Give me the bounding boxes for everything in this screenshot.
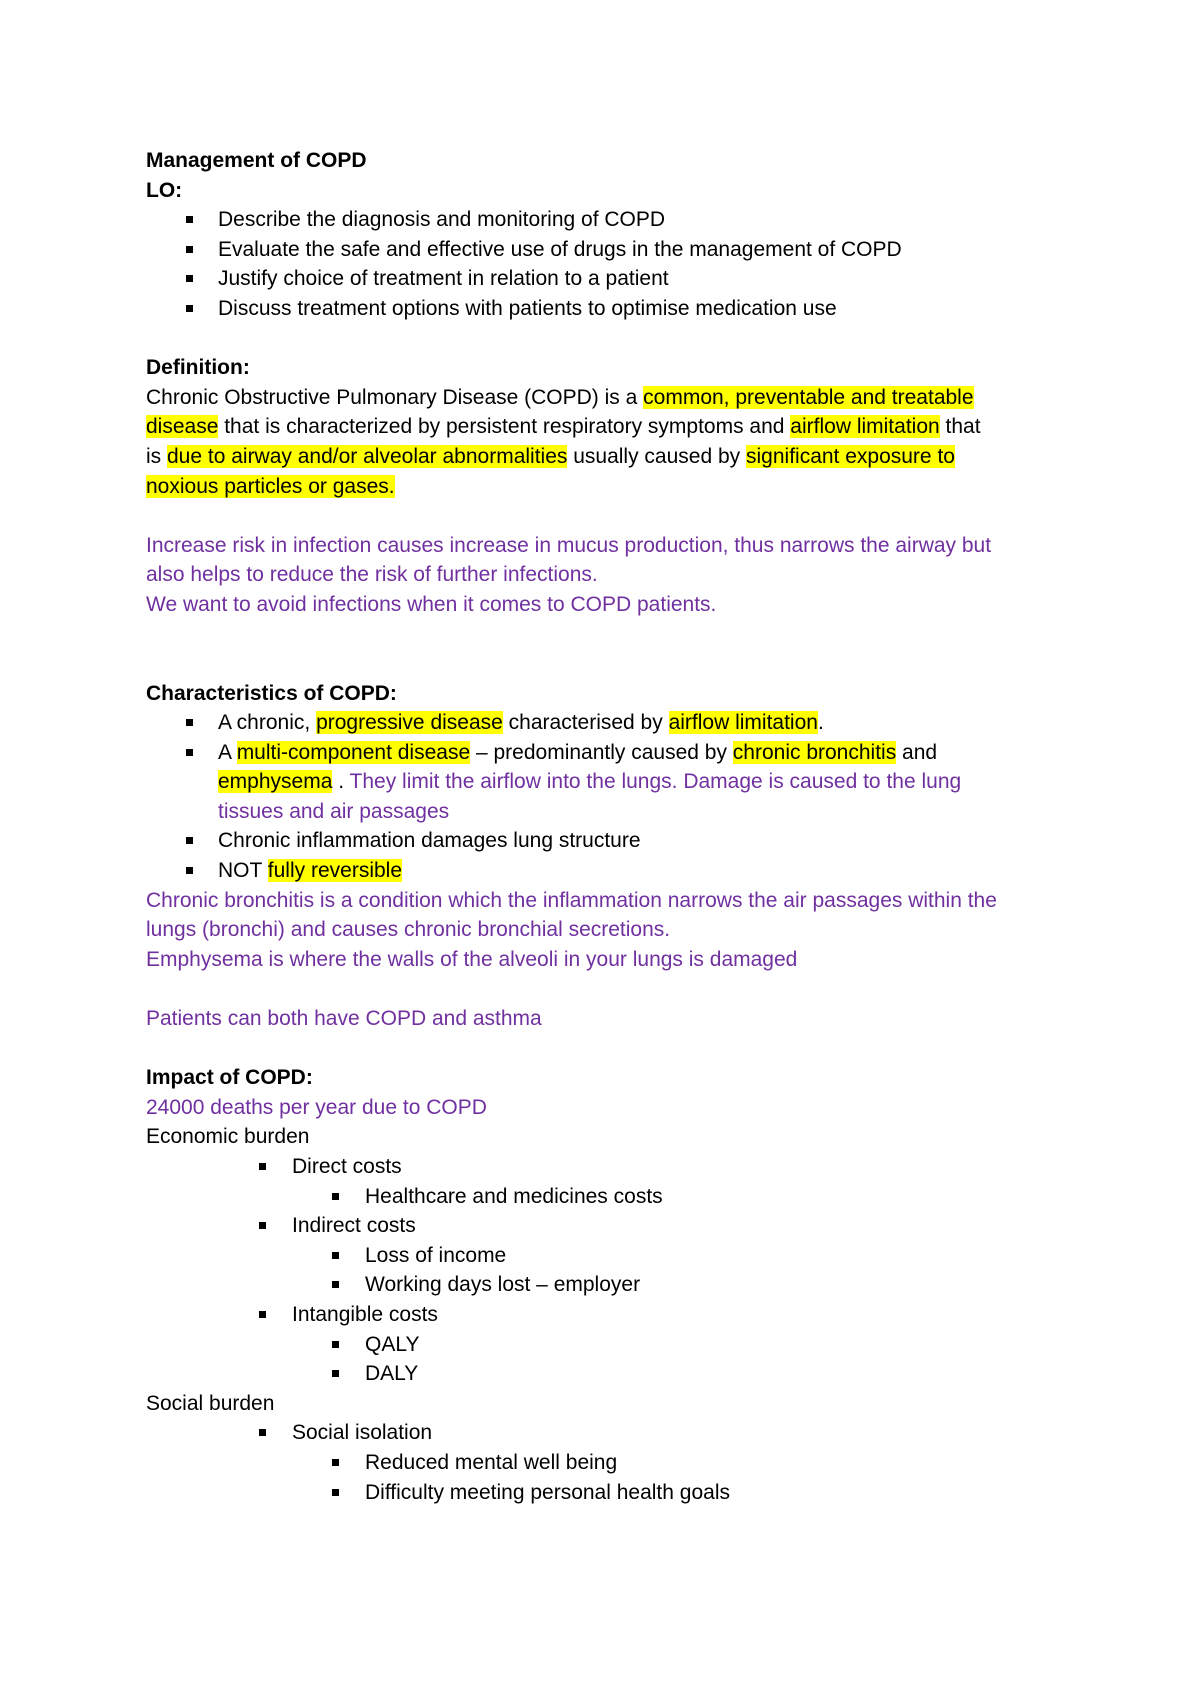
highlight: significant exposure to [746,444,955,468]
infection-note: Increase risk in infection causes increase in mucus production, thus narrows the airway but [146,533,992,557]
bullet-icon [186,305,193,312]
bullet-icon [259,1311,266,1318]
highlight: noxious particles or gases. [146,474,395,498]
asthma-note: Patients can both have COPD and asthma [146,1007,542,1031]
highlight: multi-component disease [236,740,471,764]
bullet-icon [332,1370,339,1377]
highlight: airflow limitation [790,415,940,439]
lo-item: Evaluate the safe and effective use of drugs in the management of COPD [146,235,1106,265]
bullet-icon [186,246,193,253]
bullet-icon [259,1222,266,1229]
economic-burden-label: Economic burden [146,1125,310,1149]
bullet-icon [186,275,193,282]
list-item: Indirect costs [146,1211,1106,1241]
list-item: Social isolation [146,1418,1106,1448]
bullet-icon [332,1252,339,1259]
bullet-icon [186,867,193,874]
bullet-icon [186,216,193,223]
definition-line [146,472,1106,502]
highlight: chronic bronchitis [732,740,897,764]
deaths-stat: 24000 deaths per year due to COPD [146,1095,487,1119]
bullet-icon [186,719,193,726]
bullet-icon [259,1429,266,1436]
characteristics-item: NOT fully reversible [146,856,1106,886]
social-burden-label: Social burden [146,1391,275,1415]
spacer [146,324,1106,354]
characteristics-item-continued: tissues and air passages [218,799,450,823]
characteristics-item: A chronic, progressive disease characterised by airflow limitation. [146,708,1106,738]
definition-line: disease that is characterized by persistent respiratory symptoms and airflow limitation that [146,415,981,439]
bullet-icon [186,749,193,756]
list-item: Reduced mental well being [146,1448,1106,1478]
characteristics-item-continued: emphysema . They limit the airflow into the lungs. Damage is caused to the lung [218,770,962,794]
list-item: QALY [146,1330,1106,1360]
list-item: DALY [146,1359,1106,1389]
highlight: emphysema [218,770,333,794]
bullet-icon [332,1193,339,1200]
characteristics-item: A multi-component disease – predominantly caused by chronic bronchitis and [146,738,1106,768]
characteristics-heading: Characteristics of COPD: [146,681,397,705]
highlight: due to airway and/or alveolar abnormalities [167,444,568,468]
characteristics-note: lungs (bronchi) and causes chronic bronchial secretions. [146,918,671,942]
lo-item: Discuss treatment options with patients to optimise medication use [146,294,1106,324]
highlight: disease [146,415,219,439]
spacer [146,501,1106,531]
bullet-icon [332,1281,339,1288]
page-title: Management of COPD [146,149,367,172]
bullet-icon [332,1489,339,1496]
definition-line: Chronic Obstructive Pulmonary Disease (COPD) is a common, preventable and treatable [146,385,974,409]
bullet-icon [259,1163,266,1170]
bullet-icon [332,1341,339,1348]
spacer [146,974,1106,1004]
list-item: Working days lost – employer [146,1270,1106,1300]
list-item: Healthcare and medicines costs [146,1182,1106,1212]
characteristics-note: Emphysema is where the walls of the alveoli in your lungs is damaged [146,947,798,971]
infection-note: also helps to reduce the risk of further infections. [146,563,598,587]
highlight: progressive disease [316,711,503,735]
spacer [146,1034,1106,1064]
highlight: common, preventable and treatable [643,385,974,409]
spacer [146,620,1106,679]
impact-heading: Impact of COPD: [146,1066,313,1090]
bullet-icon [332,1459,339,1466]
document-page [146,146,1106,1507]
list-item: Difficulty meeting personal health goals [146,1478,1106,1508]
bullet-icon [186,837,193,844]
lo-heading: LO: [146,178,183,202]
characteristics-note: Chronic bronchitis is a condition which the inflammation narrows the air passages within the [146,888,997,912]
list-item: Loss of income [146,1241,1106,1271]
definition-heading: Definition: [146,356,250,380]
list-item: Intangible costs [146,1300,1106,1330]
lo-item: Justify choice of treatment in relation to a patient [146,264,1106,294]
lo-item: Describe the diagnosis and monitoring of COPD [146,205,1106,235]
characteristics-item: Chronic inflammation damages lung structure [146,826,1106,856]
highlight: airflow limitation [668,711,818,735]
highlight: fully reversible [267,859,403,883]
definition-line: is due to airway and/or alveolar abnormalities usually caused by significant exposure to [146,444,955,468]
list-item: Direct costs [146,1152,1106,1182]
infection-note: We want to avoid infections when it comes to COPD patients. [146,592,717,616]
